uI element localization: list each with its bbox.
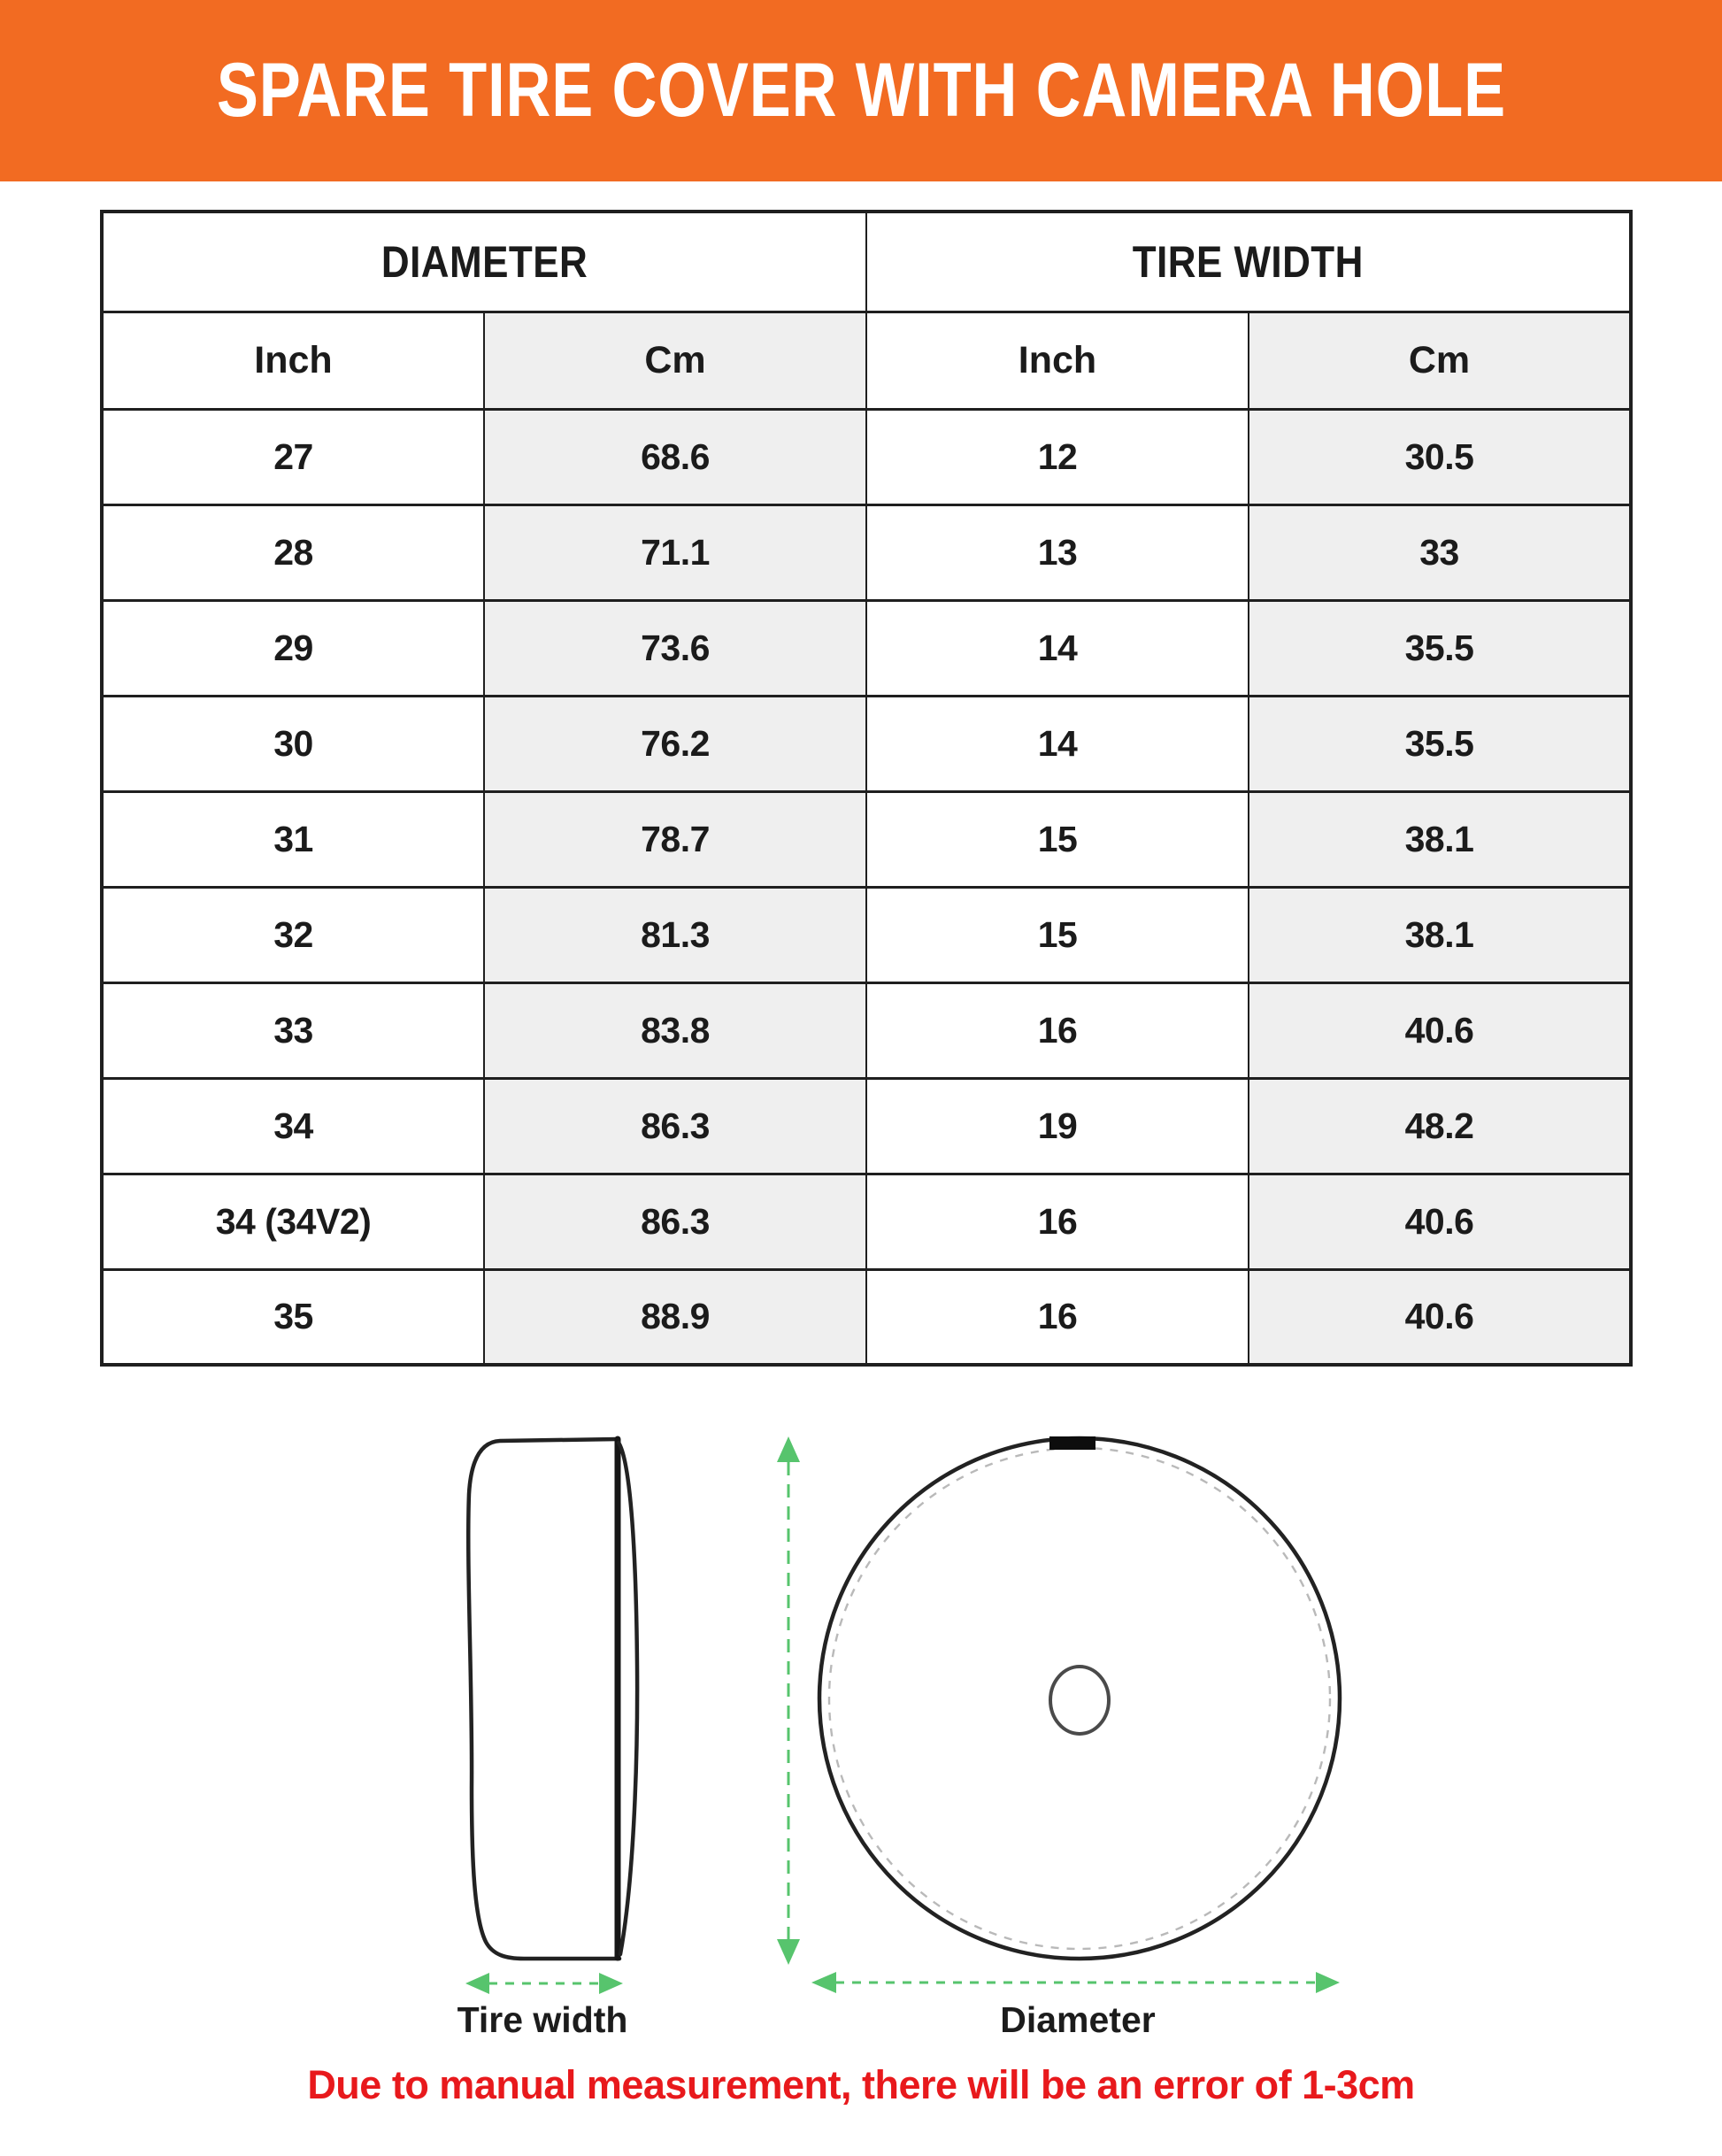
cell-diameter-cm: 86.3 <box>484 1174 866 1269</box>
cell-diameter-cm: 86.3 <box>484 1078 866 1174</box>
cell-diameter-inch: 32 <box>102 887 484 982</box>
cell-diameter-cm: 81.3 <box>484 887 866 982</box>
tire-width-arrow-icon <box>465 1973 623 1994</box>
column-header-width-inch: Inch <box>866 312 1249 409</box>
tire-width-label: Tire width <box>457 1999 628 2040</box>
cell-width-inch: 16 <box>866 1174 1249 1269</box>
size-chart-table <box>100 210 1633 1367</box>
cell-width-cm: 40.6 <box>1249 982 1631 1078</box>
cell-width-cm: 40.6 <box>1249 1174 1631 1269</box>
cell-diameter-cm: 78.7 <box>484 791 866 887</box>
table-row <box>102 982 1631 1078</box>
table-row <box>102 791 1631 887</box>
cell-width-inch: 19 <box>866 1078 1249 1174</box>
cell-width-cm: 38.1 <box>1249 791 1631 887</box>
column-header-diameter-inch: Inch <box>102 312 484 409</box>
cell-diameter-cm: 76.2 <box>484 696 866 791</box>
cell-width-inch: 16 <box>866 982 1249 1078</box>
table-row <box>102 1174 1631 1269</box>
cell-diameter-inch: 35 <box>102 1269 484 1365</box>
table-group-header-row <box>102 212 1631 312</box>
cell-width-cm: 38.1 <box>1249 887 1631 982</box>
cell-width-cm: 40.6 <box>1249 1269 1631 1365</box>
cell-width-inch: 16 <box>866 1269 1249 1365</box>
hub-hole-icon <box>1050 1667 1109 1734</box>
cell-diameter-inch: 34 <box>102 1078 484 1174</box>
cell-width-cm: 48.2 <box>1249 1078 1631 1174</box>
tire-front-view-icon <box>819 1436 1340 1959</box>
cell-diameter-inch: 33 <box>102 982 484 1078</box>
cell-diameter-inch: 34 (34V2) <box>102 1174 484 1269</box>
group-header-tire-width: TIRE WIDTH <box>866 212 1631 312</box>
group-header-diameter: DIAMETER <box>102 212 866 312</box>
header-banner <box>0 0 1722 181</box>
table-row <box>102 887 1631 982</box>
table-row <box>102 504 1631 600</box>
cell-diameter-cm: 68.6 <box>484 409 866 504</box>
cell-diameter-cm: 88.9 <box>484 1269 866 1365</box>
cell-diameter-inch: 30 <box>102 696 484 791</box>
cell-width-inch: 14 <box>866 600 1249 696</box>
cell-width-cm: 35.5 <box>1249 696 1631 791</box>
cell-width-cm: 33 <box>1249 504 1631 600</box>
camera-hole-icon <box>1049 1436 1095 1450</box>
table-row <box>102 696 1631 791</box>
table-row <box>102 1269 1631 1365</box>
cell-width-inch: 14 <box>866 696 1249 791</box>
vertical-measure-arrow-icon <box>777 1436 800 1965</box>
table-row <box>102 1078 1631 1174</box>
cell-width-inch: 15 <box>866 887 1249 982</box>
measurement-error-note: Due to manual measurement, there will be an error of 1-3cm <box>307 2062 1415 2107</box>
cell-diameter-inch: 31 <box>102 791 484 887</box>
table-row <box>102 409 1631 504</box>
cell-width-cm: 30.5 <box>1249 409 1631 504</box>
diameter-label: Diameter <box>1000 1999 1156 2040</box>
cell-diameter-inch: 28 <box>102 504 484 600</box>
page-title: SPARE TIRE COVER WITH CAMERA HOLE <box>216 48 1506 133</box>
cell-diameter-cm: 73.6 <box>484 600 866 696</box>
cell-width-inch: 12 <box>866 409 1249 504</box>
diameter-arrow-icon <box>811 1972 1340 1993</box>
cell-diameter-inch: 27 <box>102 409 484 504</box>
table-column-header-row <box>102 312 1631 409</box>
column-header-diameter-cm: Cm <box>484 312 866 409</box>
cell-width-inch: 15 <box>866 791 1249 887</box>
table-row <box>102 600 1631 696</box>
cell-width-inch: 13 <box>866 504 1249 600</box>
measurement-diagram <box>0 1381 1722 2053</box>
cell-diameter-inch: 29 <box>102 600 484 696</box>
tire-side-view-icon <box>468 1439 637 1959</box>
cell-diameter-cm: 83.8 <box>484 982 866 1078</box>
cell-width-cm: 35.5 <box>1249 600 1631 696</box>
column-header-width-cm: Cm <box>1249 312 1631 409</box>
cell-diameter-cm: 71.1 <box>484 504 866 600</box>
